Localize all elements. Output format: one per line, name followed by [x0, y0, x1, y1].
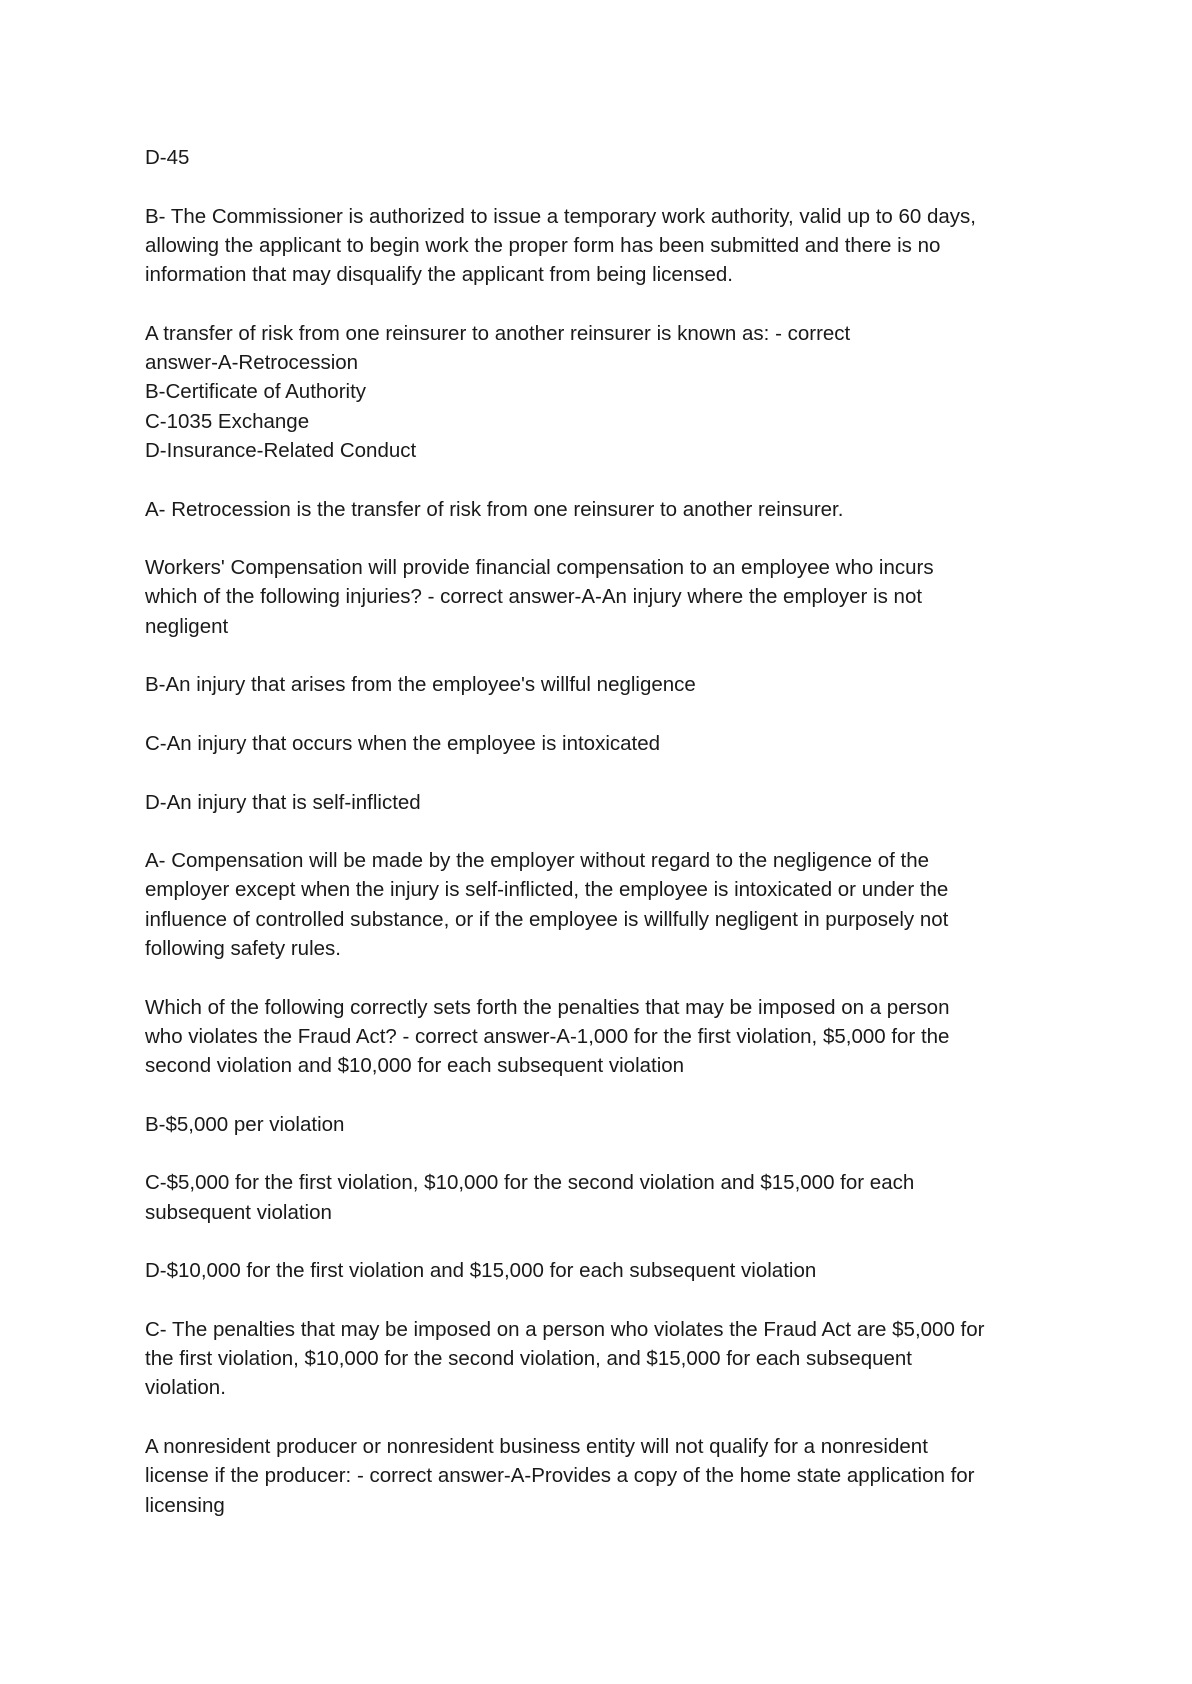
paragraph: [145, 1110, 1065, 1139]
text-line: A- Retrocession is the transfer of risk from one reinsurer to another reinsurer.: [145, 497, 844, 521]
text-line: Workers' Compensation will provide financial compensation to an employee who incurs: [145, 556, 934, 580]
text-line: violation.: [145, 1376, 226, 1400]
text-line: D-Insurance-Related Conduct: [145, 438, 417, 462]
text-line: A nonresident producer or nonresident business entity will not qualify for a nonresident: [145, 1435, 928, 1459]
text-line: following safety rules.: [145, 937, 341, 961]
paragraph: [145, 729, 1065, 758]
text-line: A- Compensation will be made by the employer without regard to the negligence of the: [145, 849, 930, 873]
paragraph: [145, 670, 1065, 699]
text-line: C-$5,000 for the first violation, $10,000 for the second violation and $15,000 for each: [145, 1171, 915, 1195]
text-line: which of the following injuries? - correct answer-A-An injury where the employer is not: [145, 585, 923, 609]
text-line: information that may disqualify the applicant from being licensed.: [145, 263, 733, 287]
paragraph: [145, 1168, 1065, 1227]
text-line: D-$10,000 for the first violation and $15,000 for each subsequent violation: [145, 1259, 817, 1283]
paragraph: [145, 993, 1065, 1081]
text-line: B-An injury that arises from the employee's willful negligence: [145, 673, 696, 697]
paragraph: [145, 846, 1065, 963]
paragraph: [145, 1315, 1065, 1403]
text-line: D-An injury that is self-inflicted: [145, 790, 421, 814]
paragraph: [145, 788, 1065, 817]
paragraph: [145, 1432, 1065, 1520]
text-line: B- The Commissioner is authorized to issue a temporary work authority, valid up to 60 days,: [145, 204, 977, 228]
text-line: licensing: [145, 1493, 225, 1517]
text-line: who violates the Fraud Act? - correct answer-A-1,000 for the first violation, $5,000 for the: [145, 1024, 950, 1048]
text-line: the first violation, $10,000 for the second violation, and $15,000 for each subsequent: [145, 1347, 912, 1371]
paragraph: [145, 202, 1065, 290]
text-line: influence of controlled substance, or if the employee is willfully negligent in purposely not: [145, 907, 949, 931]
paragraph: [145, 553, 1065, 641]
text-line: license if the producer: - correct answer-A-Provides a copy of the home state application for: [145, 1464, 975, 1488]
text-line: answer-A-Retrocession: [145, 351, 359, 375]
paragraph: [145, 319, 1065, 465]
text-line: C-1035 Exchange: [145, 409, 310, 433]
text-line: B-$5,000 per violation: [145, 1112, 345, 1136]
text-line: C-An injury that occurs when the employee is intoxicated: [145, 731, 661, 755]
text-line: B-Certificate of Authority: [145, 380, 367, 404]
document-body: [145, 143, 1065, 1549]
text-line: C- The penalties that may be imposed on a person who violates the Fraud Act are $5,000 for: [145, 1317, 985, 1341]
text-line: second violation and $10,000 for each subsequent violation: [145, 1054, 685, 1078]
paragraph: [145, 143, 1065, 172]
text-line: allowing the applicant to begin work the proper form has been submitted and there is no: [145, 233, 941, 257]
text-line: A transfer of risk from one reinsurer to another reinsurer is known as: - correct: [145, 321, 851, 345]
text-line: subsequent violation: [145, 1200, 332, 1224]
text-line: D-45: [145, 146, 190, 169]
text-line: negligent: [145, 614, 229, 638]
text-line: employer except when the injury is self-inflicted, the employee is intoxicated or under the: [145, 878, 949, 902]
paragraph: [145, 495, 1065, 524]
paragraph: [145, 1256, 1065, 1285]
text-line: Which of the following correctly sets forth the penalties that may be imposed on a person: [145, 995, 950, 1019]
